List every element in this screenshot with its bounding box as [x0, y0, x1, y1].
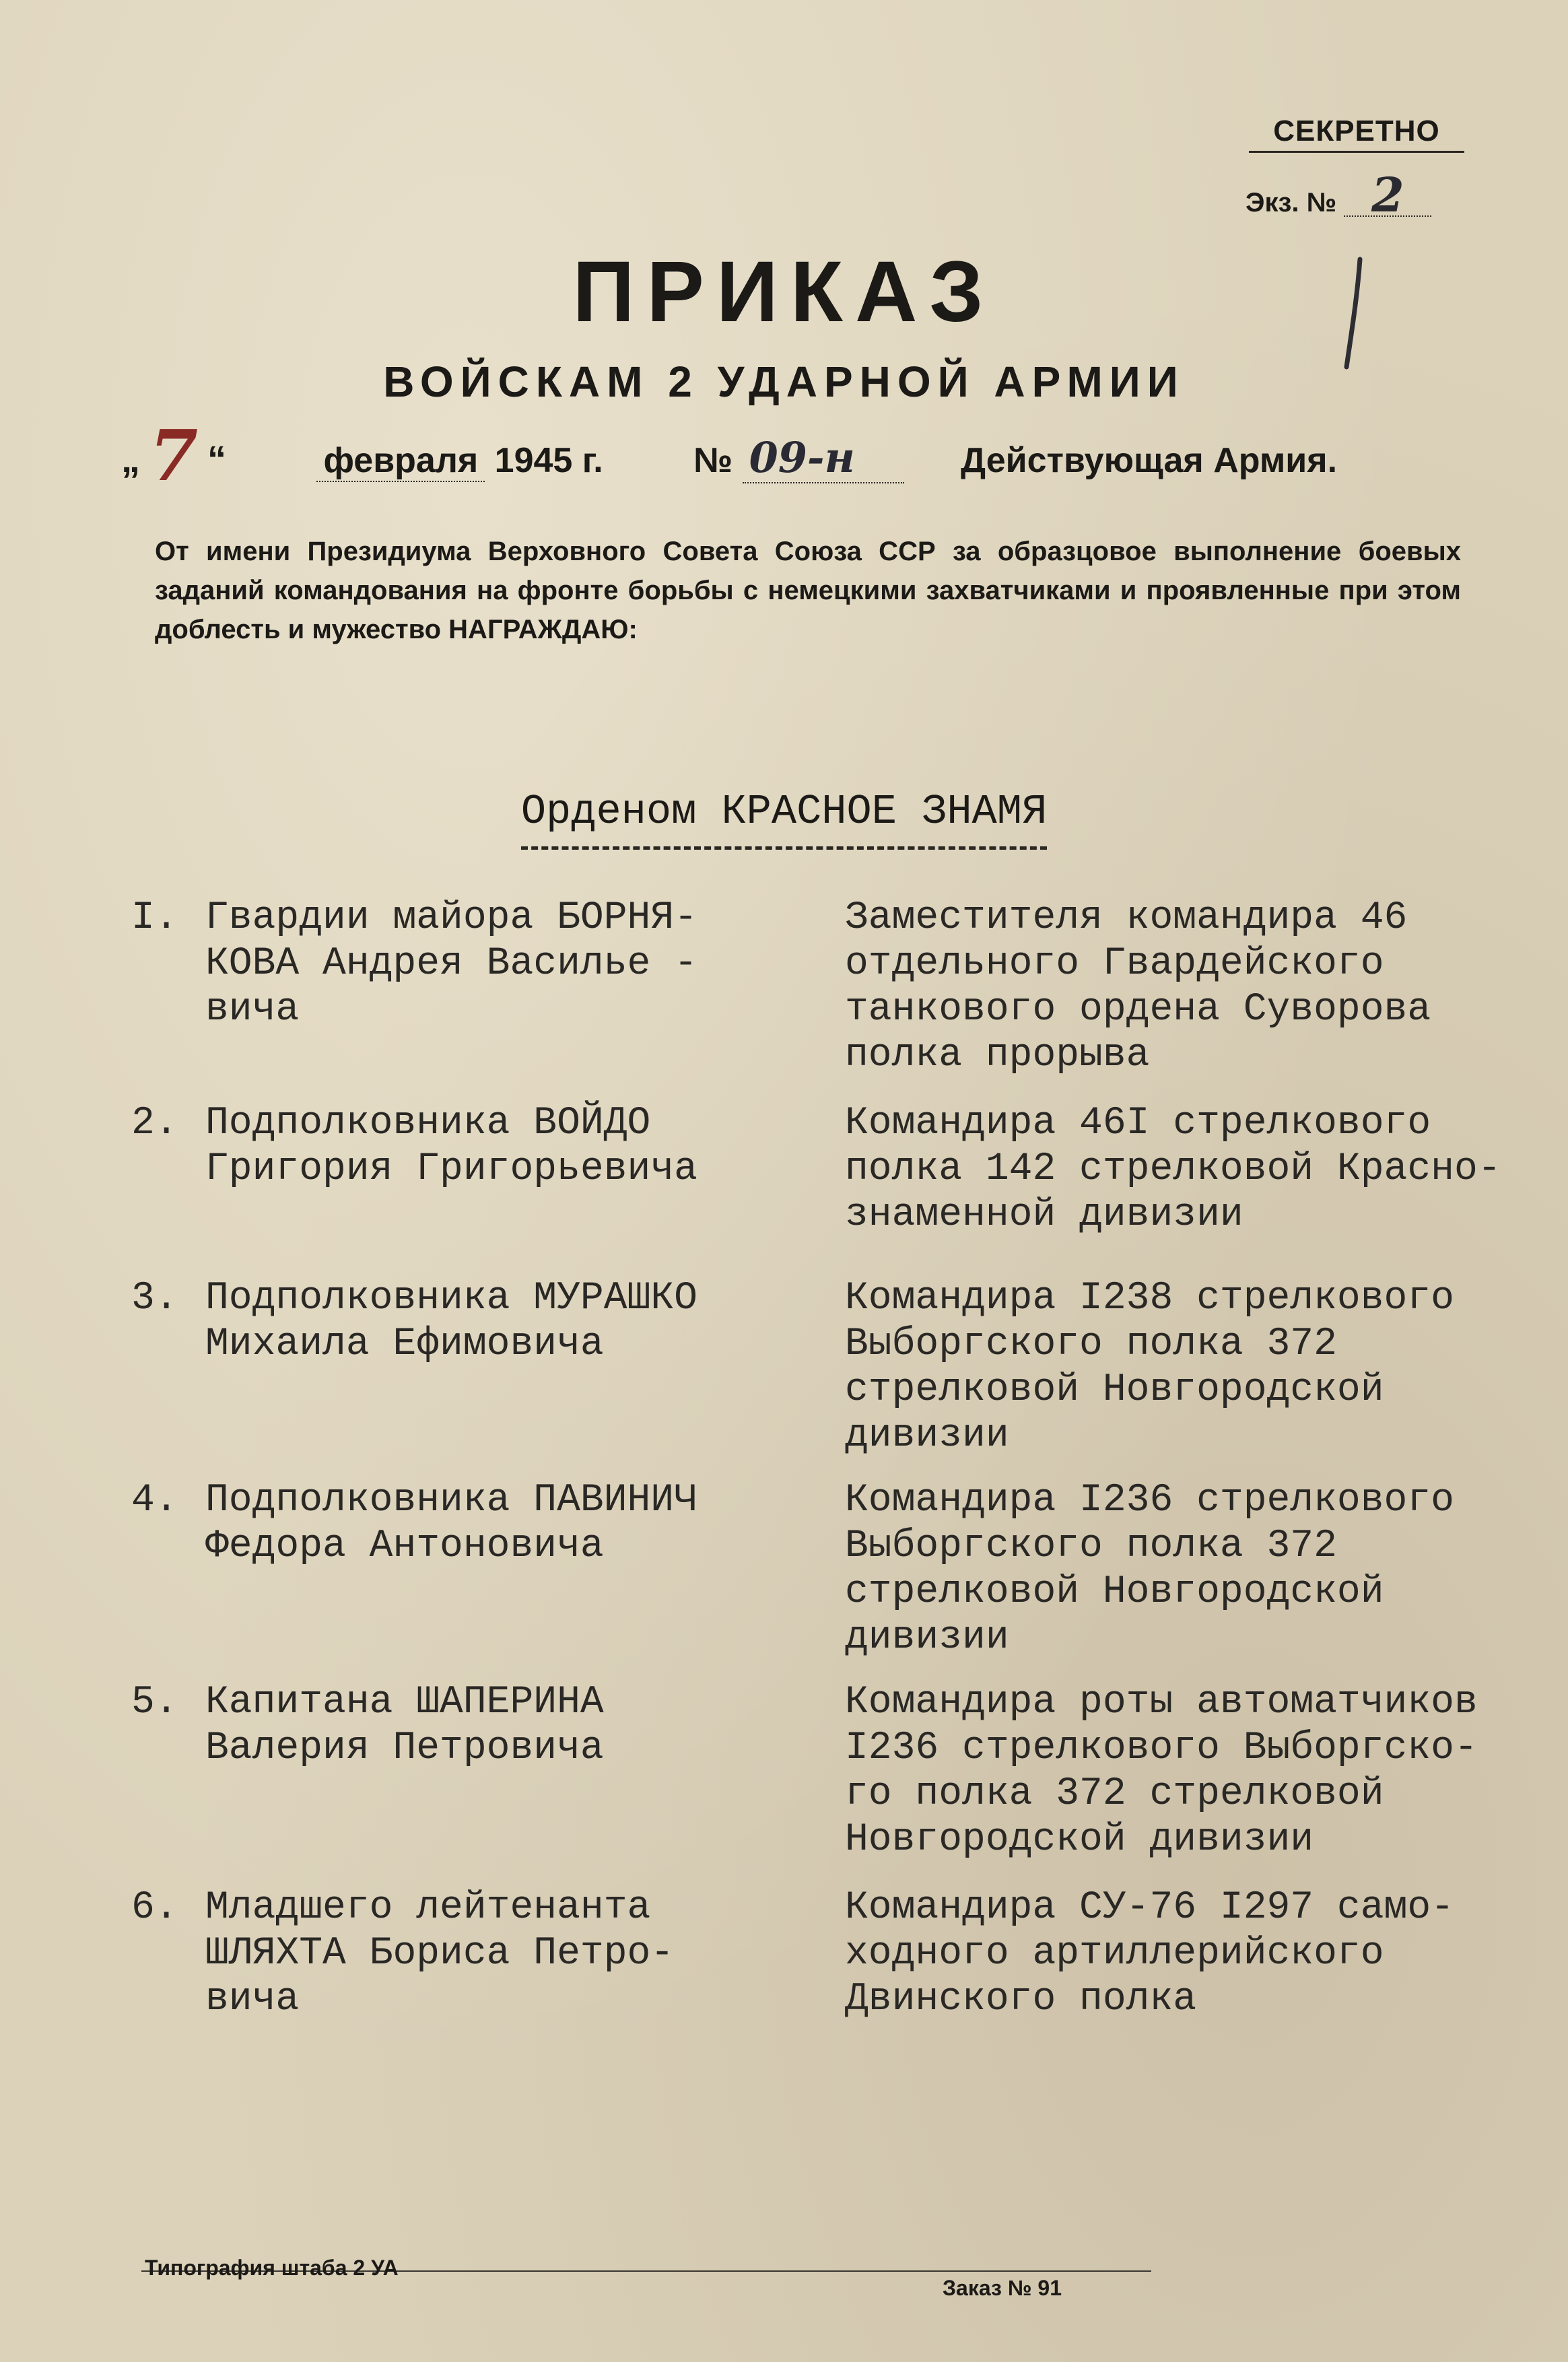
date-month: февраля [316, 440, 485, 482]
preamble-text: От имени Президиума Верховного Совета Союза ССР за образцовое выполнение боевых заданий командования на фронте борьбы с немецкими захватчиками и проявленные при этом доблесть и мужество НАГРАЖДАЮ: [155, 537, 1461, 644]
order-number-label: № [693, 441, 733, 480]
entry-name: Капитана ШАПЕРИНА Валерия Петровича [205, 1681, 604, 1770]
document-subtitle: ВОЙСКАМ 2 УДАРНОЙ АРМИИ [383, 358, 1185, 406]
entry-name: Гвардии майора БОРНЯ- КОВА Андрея Василье - вича [205, 896, 697, 1032]
copy-number-value: 2 [1344, 175, 1431, 217]
quote-open: „ [121, 438, 140, 480]
date-line [121, 414, 1468, 497]
quote-close: “ [207, 438, 226, 480]
entry-number: 4. [131, 1479, 178, 1522]
award-heading-text: Орденом КРАСНОЕ ЗНАМЯ [521, 788, 1047, 850]
entry-position: Заместителя командира 46 отдельного Гвардейского танкового ордена Суворова полка прорыва [845, 896, 1431, 1077]
copy-number [1246, 167, 1431, 223]
classification-stamp: СЕКРЕТНО [1249, 114, 1464, 153]
entry-number: 6. [131, 1886, 178, 1930]
document-title: ПРИКАЗ [572, 244, 996, 340]
entry-position: Командира 46I стрелкового полка 142 стрелковой Красно- знаменной дивизии [845, 1102, 1501, 1237]
copy-label: Экз. № [1246, 188, 1337, 217]
order-number: 09-н [743, 433, 904, 483]
date-year: 1945 г. [494, 441, 603, 480]
entry-position: Командира I238 стрелкового Выборгского полка 372 стрелковой Новгородской дивизии [845, 1277, 1454, 1458]
print-order-number: Заказ № 91 [943, 2276, 1062, 2300]
place-label: Действующая Армия. [961, 441, 1338, 480]
entry-position: Командира СУ-76 I297 само- ходного артиллерийского Двинского полка [845, 1886, 1454, 2021]
date-day: 7 [149, 414, 199, 497]
entry-number: I. [131, 896, 178, 940]
entry-position: Командира роты автоматчиков I236 стрелкового Выборгско- го полка 372 стрелковой Новгородской дивизии [845, 1681, 1478, 1862]
entry-number: 2. [131, 1102, 178, 1145]
entry-number: 5. [131, 1681, 178, 1724]
entry-position: Командира I236 стрелкового Выборгского полка 372 стрелковой Новгородской дивизии [845, 1479, 1454, 1660]
entry-number: 3. [131, 1277, 178, 1320]
printer-imprint: Типография штаба 2 УА [145, 2256, 399, 2280]
entry-name: Младшего лейтенанта ШЛЯХТА Бориса Петро- вича [205, 1886, 675, 2021]
award-heading [0, 788, 1568, 850]
entry-name: Подполковника МУРАШКО Михаила Ефимовича [205, 1277, 697, 1366]
entry-name: Подполковника ПАВИНИЧ Федора Антоновича [205, 1479, 697, 1568]
entry-name: Подполковника ВОЙДО Григория Григорьевича [205, 1102, 697, 1191]
